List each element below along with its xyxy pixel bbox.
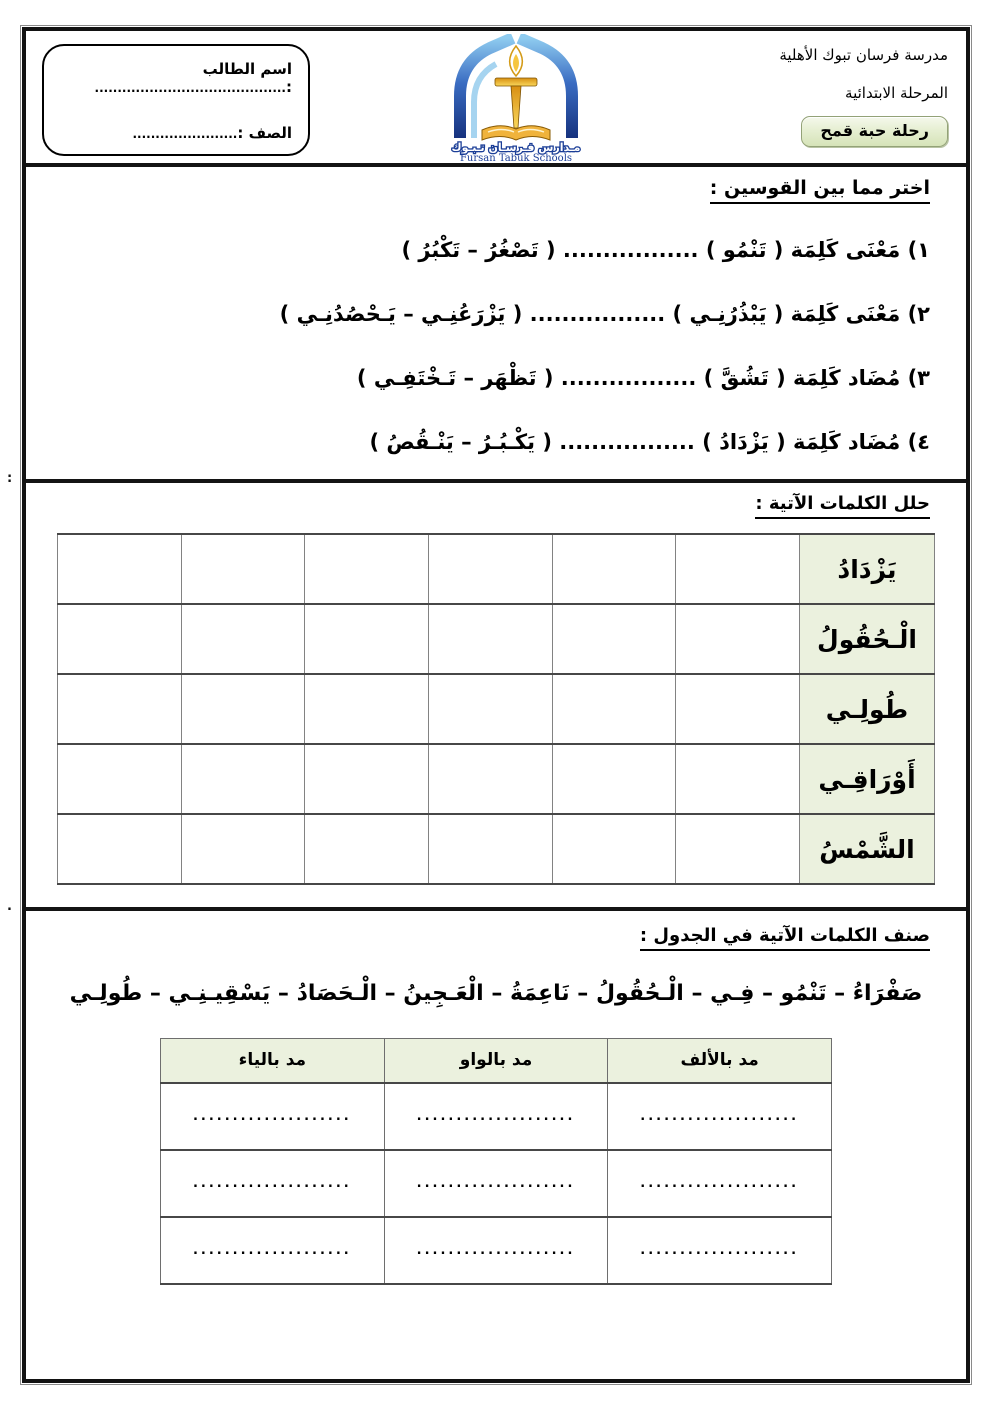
analyze-empty-cell [58, 534, 182, 604]
school-logo [440, 34, 592, 162]
section-classify-words [26, 911, 966, 1379]
classify-blank-cell: .................... [384, 1083, 608, 1150]
analyze-empty-cell [58, 674, 182, 744]
classify-table [160, 1038, 832, 1285]
question-3: ٣) مُضَاد كَلِمَة ( تَشُقَّ ) ................. ( تَظْهَر – تَـخْتَفِـي ) [356, 366, 930, 390]
analyze-empty-cell [181, 534, 305, 604]
logo-arabic-name: مـدارس فـرسـان تـبـوك [451, 141, 581, 154]
analyze-empty-cell [552, 674, 676, 744]
classify-blank-cell: .................... [608, 1083, 832, 1150]
analyze-empty-cell [676, 534, 800, 604]
student-name-label: اسم الطالب : [202, 60, 292, 96]
section-separator [26, 163, 966, 167]
analyze-empty-cell [181, 674, 305, 744]
classify-blank-cell: .................... [161, 1217, 385, 1284]
section-separator [26, 907, 966, 911]
classify-row [161, 1150, 832, 1217]
analyze-empty-cell [676, 814, 800, 884]
classify-row [161, 1217, 832, 1284]
school-stage: المرحلة الابتدائية [845, 84, 948, 103]
analyze-empty-cell [429, 814, 553, 884]
section-separator [26, 479, 966, 483]
student-class-label: الصف : [237, 124, 292, 142]
question-4: ٤) مُضَاد كَلِمَة ( يَزْدَادُ ) ................. ( يَكْـبُـرُ – يَنْـقُصُ ) [369, 430, 930, 454]
analyze-empty-cell [305, 604, 429, 674]
analyze-empty-cell [181, 814, 305, 884]
analyze-empty-cell [429, 534, 553, 604]
analyze-empty-cell [676, 674, 800, 744]
section-analyze-title: حلل الكلمات الآتية : [755, 493, 930, 519]
logo-arch-left [460, 38, 513, 138]
classify-word-list: صَفْرَاءُ – تَنْمُو – فِـي – الْـحُقُولُ – نَاعِمَةُ – الْعَـجِينُ – الْـحَصَادُ – يَسْقِيـنِـي – طُولِـي [69, 981, 923, 1006]
classify-blank-cell: .................... [608, 1217, 832, 1284]
analyze-empty-cell [305, 674, 429, 744]
classify-blank-cell: .................... [608, 1150, 832, 1217]
classify-header-row [161, 1039, 832, 1083]
classify-header-waw: مد بالواو [384, 1039, 608, 1083]
classify-blank-cell: .................... [384, 1217, 608, 1284]
lesson-title-badge: رحلة حبة قمح [801, 116, 948, 147]
analyze-word: يَزْدَادُ [800, 534, 935, 604]
school-info [706, 31, 966, 163]
analyze-row [58, 604, 935, 674]
analyze-empty-cell [305, 744, 429, 814]
analyze-word: الْـحُقُولُ [800, 604, 935, 674]
analyze-row [58, 674, 935, 744]
questions-list [36, 218, 930, 474]
analyze-empty-cell [305, 814, 429, 884]
analyze-empty-cell [181, 604, 305, 674]
logo-torch-crossbar [495, 78, 537, 86]
analyze-empty-cell [676, 604, 800, 674]
analyze-empty-cell [552, 534, 676, 604]
analyze-empty-cell [429, 674, 553, 744]
analyze-empty-cell [58, 814, 182, 884]
analyze-word: أَوْرَاقِـي [800, 744, 935, 814]
section-choose-from-brackets [26, 167, 966, 479]
analyze-row [58, 814, 935, 884]
classify-header-alif: مد بالألف [608, 1039, 832, 1083]
school-name: مدرسة فرسان تبوك الأهلية [779, 46, 948, 64]
student-name-blank: .......................................... [94, 81, 286, 95]
analyze-empty-cell [429, 744, 553, 814]
analyze-empty-cell [552, 604, 676, 674]
analyze-empty-cell [305, 534, 429, 604]
stray-mark: . [7, 899, 12, 914]
section-classify-title: صنف الكلمات الآتية في الجدول : [640, 925, 930, 951]
header [26, 31, 966, 163]
analyze-empty-cell [552, 744, 676, 814]
analyze-row [58, 744, 935, 814]
analyze-empty-cell [58, 744, 182, 814]
classify-blank-cell: .................... [161, 1083, 385, 1150]
analyze-row [58, 534, 935, 604]
analyze-empty-cell [429, 604, 553, 674]
student-name-line [56, 60, 292, 96]
question-2: ٢) مَعْنَى كَلِمَة ( يَبْذُرُنِـي ) ................. ( يَزْرَعُنِـي – يَـحْصُدُنِـي ) [279, 302, 930, 326]
logo-torch-stem [511, 86, 521, 128]
student-class-line [56, 124, 292, 142]
analyze-empty-cell [58, 604, 182, 674]
question-1: ١) مَعْنَى كَلِمَة ( تَنْمُو ) ................. ( تَصْغُرُ – تَكْبُرُ ) [401, 238, 930, 262]
page-frame [20, 25, 972, 1385]
student-info-box [42, 44, 310, 156]
analyze-empty-cell [676, 744, 800, 814]
logo-english-name: Fursan Tabuk Schools [459, 153, 573, 162]
classify-row [161, 1083, 832, 1150]
logo-arch-right [519, 38, 572, 138]
analyze-table [57, 533, 935, 885]
classify-header-yaa: مد بالياء [161, 1039, 385, 1083]
section-analyze-words [26, 483, 966, 907]
section-choose-title: اختر مما بين القوسين : [710, 177, 930, 204]
analyze-word: طُولِـي [800, 674, 935, 744]
classify-blank-cell: .................... [384, 1150, 608, 1217]
logo-wrap [326, 31, 706, 163]
student-class-blank: ....................... [132, 127, 238, 141]
stray-mark: : [7, 471, 13, 486]
analyze-empty-cell [181, 744, 305, 814]
worksheet [22, 27, 970, 1383]
classify-blank-cell: .................... [161, 1150, 385, 1217]
student-box-wrap [26, 31, 326, 163]
analyze-empty-cell [552, 814, 676, 884]
analyze-word: الشَّمْسُ [800, 814, 935, 884]
